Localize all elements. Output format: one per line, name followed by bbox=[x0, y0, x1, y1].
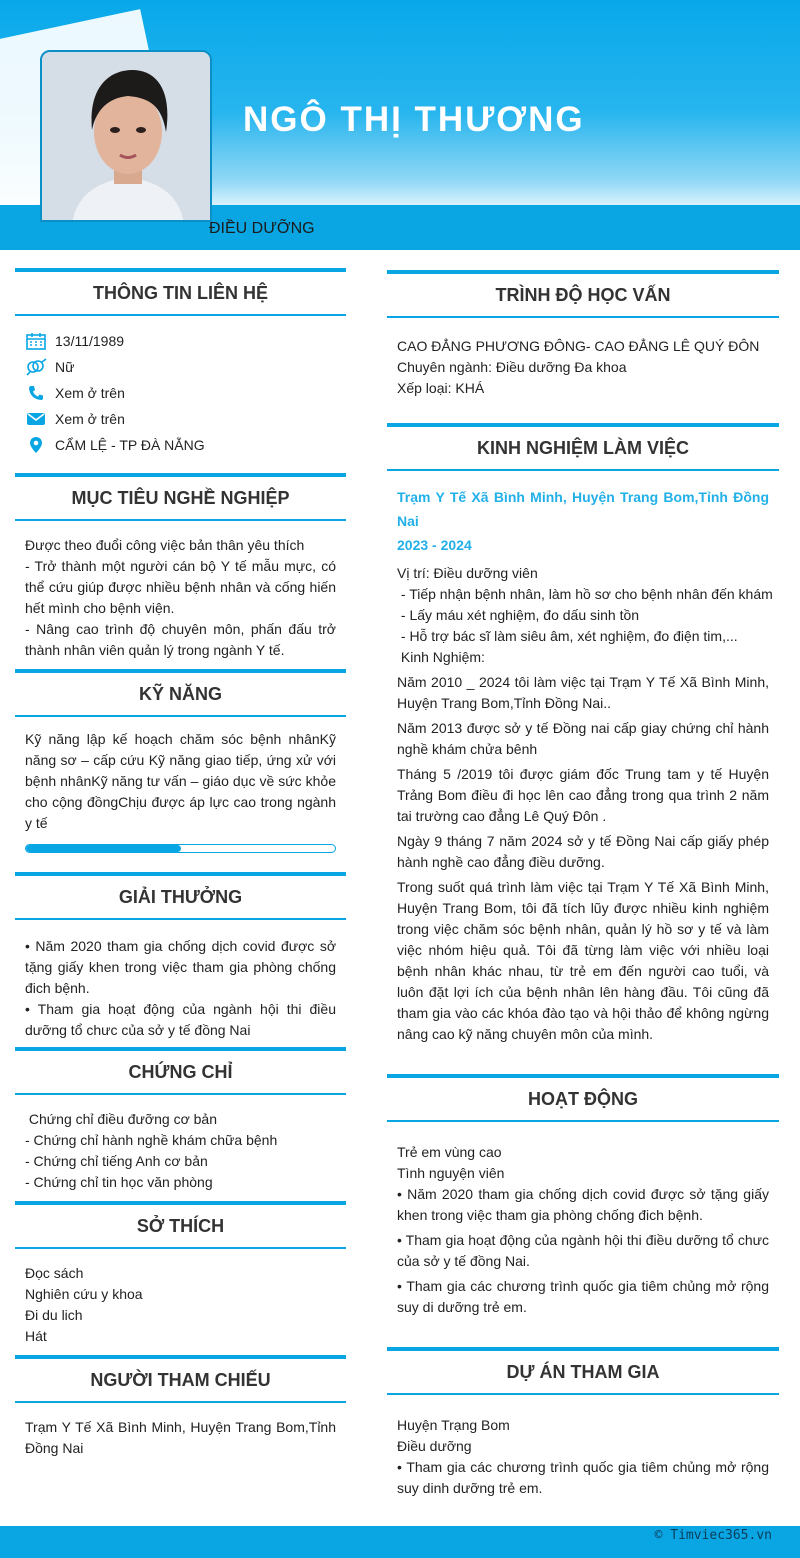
contact-heading: THÔNG TIN LIÊN HỆ bbox=[15, 268, 346, 316]
awards-heading: GIẢI THƯỞNG bbox=[15, 872, 346, 920]
skill-level-bar bbox=[25, 844, 336, 853]
hobby-item: Nghiên cứu y khoa bbox=[25, 1286, 143, 1302]
experience-paragraph: Ngày 9 tháng 7 năm 2024 sở y tế Đồng Nai cấp giấy phép hành nghề cao đẳng điều dưỡng. bbox=[397, 833, 769, 870]
location-pin-icon bbox=[25, 435, 47, 455]
job-title: ĐIỀU DƯỠNG bbox=[209, 220, 315, 237]
hobbies-body bbox=[15, 1249, 346, 1347]
skills-heading: KỸ NĂNG bbox=[15, 669, 346, 717]
activity-paragraph: • Tham gia các chương trình quốc gia tiêm chủng mở rộng suy di dưỡng trẻ em. bbox=[397, 1278, 769, 1315]
project-paragraph: • Tham gia các chương trình quốc gia tiêm chủng mở rộng suy dinh dưỡng trẻ em. bbox=[397, 1459, 769, 1496]
education-major: Chuyên ngành: Điều dưỡng Đa khoa bbox=[397, 359, 627, 375]
candidate-name: NGÔ THỊ THƯƠNG bbox=[243, 100, 585, 139]
email-value: Xem ở trên bbox=[55, 410, 125, 427]
certificates-body bbox=[15, 1095, 346, 1193]
hobbies-heading: SỞ THÍCH bbox=[15, 1201, 346, 1249]
objective-line: Được theo đuổi công việc bản thân yêu thích bbox=[25, 537, 305, 553]
contact-list bbox=[15, 316, 346, 458]
certificate-item: - Chứng chỉ hành nghề khám chữa bệnh bbox=[25, 1132, 278, 1148]
experience-section bbox=[387, 423, 779, 1045]
certificate-item: - Chứng chỉ tin học văn phòng bbox=[25, 1174, 213, 1190]
skills-section bbox=[15, 669, 346, 853]
education-heading: TRÌNH ĐỘ HỌC VẤN bbox=[387, 270, 779, 318]
copyright-text: © Timviec365.vn bbox=[654, 1528, 772, 1543]
activities-section bbox=[387, 1074, 779, 1318]
activity-paragraph: • Tham gia hoạt động của ngành hội thi điều dưỡng tổ chưc của sở y tế đồng Nai. bbox=[397, 1232, 769, 1269]
experience-line: Vị trí: Điều dưỡng viên bbox=[397, 565, 538, 581]
phone-row bbox=[25, 380, 336, 406]
hobby-item: Hát bbox=[25, 1328, 47, 1344]
skills-text: Kỹ năng lập kế hoạch chăm sóc bệnh nhânKỹ năng sơ – cấp cứu Kỹ năng giao tiếp, ứng xử với bệnh nhânKỹ năng tư vấn – giáo dục về sức khỏe cho cộng đồngChịu được áp lực cao trong ngành y tế bbox=[25, 731, 336, 831]
hobby-item: Đi du lich bbox=[25, 1307, 83, 1323]
reference-text: Trạm Y Tế Xã Bình Minh, Huyện Trang Bom,Tỉnh Đồng Nai bbox=[25, 1419, 336, 1456]
projects-section bbox=[387, 1347, 779, 1499]
mail-icon bbox=[25, 409, 47, 429]
birthday-value: 13/11/1989 bbox=[55, 332, 125, 349]
objective-line: - Trở thành một người cán bộ Y tế mẫu mực, có thể cứu giúp được nhiều bệnh nhân và cống hiến hết mình cho bệnh viện. bbox=[25, 558, 336, 616]
education-school: CAO ĐẲNG PHƯƠNG ĐÔNG- CAO ĐẲNG LÊ QUÝ ĐÔN bbox=[397, 338, 760, 354]
certificate-item: Chứng chỉ điều đưỡng cơ bản bbox=[25, 1111, 217, 1127]
activities-body bbox=[387, 1122, 779, 1318]
profile-photo bbox=[40, 50, 212, 222]
award-item: • Tham gia hoạt động của ngành hội thi điều dưỡng tổ chưc của sở y tế đồng Nai bbox=[25, 1001, 336, 1038]
activity-line: Trẻ em vùng cao bbox=[397, 1144, 502, 1160]
contact-section bbox=[15, 268, 346, 458]
skill-level-fill bbox=[26, 845, 181, 852]
address-row bbox=[25, 432, 336, 458]
gender-value: Nữ bbox=[55, 358, 75, 375]
hobbies-section bbox=[15, 1201, 346, 1347]
address-value: CẨM LỆ - TP ĐÀ NẴNG bbox=[55, 436, 205, 453]
experience-paragraph: Năm 2013 được sở y tế Đồng nai cấp giay chứng chỉ hành nghề khám chửa bênh bbox=[397, 720, 769, 757]
experience-line: - Lấy máu xét nghiệm, đo dấu sinh tồn bbox=[397, 607, 640, 623]
birthday-row bbox=[25, 328, 336, 354]
experience-paragraph: Tháng 5 /2019 tôi được giám đốc Trung tam y tế Huyện Trảng Bom điều đi học lên cao đẳng trong qua trình 2 năm tai trường cao đẳng Lê Quý Đôn . bbox=[397, 766, 769, 824]
objective-section bbox=[15, 473, 346, 661]
hobby-item: Đọc sách bbox=[25, 1265, 84, 1281]
award-item: • Năm 2020 tham gia chống dịch covid được sở tặng giấy khen trong việc tham gia phòng chống đich bệnh. bbox=[25, 938, 336, 996]
calendar-icon bbox=[25, 331, 47, 351]
experience-paragraph: Trong suốt quá trình làm việc tại Trạm Y Tế Xã Bình Minh, Huyện Trang Bom, tôi đã tích lũy được nhiều kinh nghiệm trong việc chăm sóc bệnh nhân, quản lý hồ sơ y tế và làm việc nhóm hiệu quả. Tôi đã từng làm việc với nhiều loại bệnh nhân khác nhau, từ trẻ em đến người cao tuổi, và luôn đặt lợi ích của bệnh nhân lên hàng đầu. Tôi cũng đã tham gia vào các khóa đào tạo và hội thảo để không ngừng nâng cao kỹ năng chuyên môn của mình. bbox=[397, 879, 769, 1042]
objective-line: - Nâng cao trình độ chuyên môn, phấn đấu trở thành nhân viên quản lý trong ngành Y tế. bbox=[25, 621, 336, 658]
certificates-heading: CHỨNG CHỈ bbox=[15, 1047, 346, 1095]
objective-body bbox=[15, 521, 346, 661]
experience-heading: KINH NGHIỆM LÀM VIỆC bbox=[387, 423, 779, 471]
phone-value: Xem ở trên bbox=[55, 384, 125, 401]
gender-icon bbox=[25, 357, 47, 377]
experience-period: 2023 - 2024 bbox=[397, 537, 472, 553]
phone-icon bbox=[25, 383, 47, 403]
person-portrait-icon bbox=[42, 52, 212, 222]
objective-heading: MỤC TIÊU NGHỀ NGHIỆP bbox=[15, 473, 346, 521]
experience-paragraph: Năm 2010 _ 2024 tôi làm việc tại Trạm Y Tế Xã Bình Minh, Huyện Trang Bom,Tỉnh Đồng Nai.. bbox=[397, 674, 769, 711]
awards-body bbox=[15, 920, 346, 1041]
references-section bbox=[15, 1355, 346, 1459]
education-grade: Xếp loại: KHÁ bbox=[397, 380, 485, 396]
activity-paragraph: • Năm 2020 tham gia chống dịch covid được sở tặng giấy khen trong việc tham gia phòng chống đich bệnh. bbox=[397, 1186, 769, 1223]
experience-body bbox=[387, 471, 779, 1045]
experience-line: - Tiếp nhận bệnh nhân, làm hồ sơ cho bệnh nhân đến khám bbox=[397, 586, 773, 602]
footer bbox=[0, 1526, 800, 1558]
activity-line: Tình nguyện viên bbox=[397, 1165, 505, 1181]
skills-body bbox=[15, 717, 346, 853]
certificate-item: - Chứng chỉ tiếng Anh cơ bản bbox=[25, 1153, 208, 1169]
projects-heading: DỰ ÁN THAM GIA bbox=[387, 1347, 779, 1395]
education-body bbox=[387, 318, 779, 399]
experience-line: Kinh Nghiệm: bbox=[397, 649, 485, 665]
references-heading: NGƯỜI THAM CHIẾU bbox=[15, 1355, 346, 1403]
email-row bbox=[25, 406, 336, 432]
certificates-section bbox=[15, 1047, 346, 1193]
project-line: Điều dưỡng bbox=[397, 1438, 472, 1454]
gender-row bbox=[25, 354, 336, 380]
activities-heading: HOẠT ĐỘNG bbox=[387, 1074, 779, 1122]
education-section bbox=[387, 270, 779, 399]
experience-company: Trạm Y Tế Xã Bình Minh, Huyện Trang Bom,Tỉnh Đồng Nai bbox=[397, 489, 769, 529]
references-body bbox=[15, 1403, 346, 1459]
projects-body bbox=[387, 1395, 779, 1499]
awards-section bbox=[15, 872, 346, 1041]
experience-line: - Hỗ trợ bác sĩ làm siêu âm, xét nghiệm, đo điện tim,... bbox=[397, 628, 738, 644]
project-line: Huyện Trạng Bom bbox=[397, 1417, 510, 1433]
